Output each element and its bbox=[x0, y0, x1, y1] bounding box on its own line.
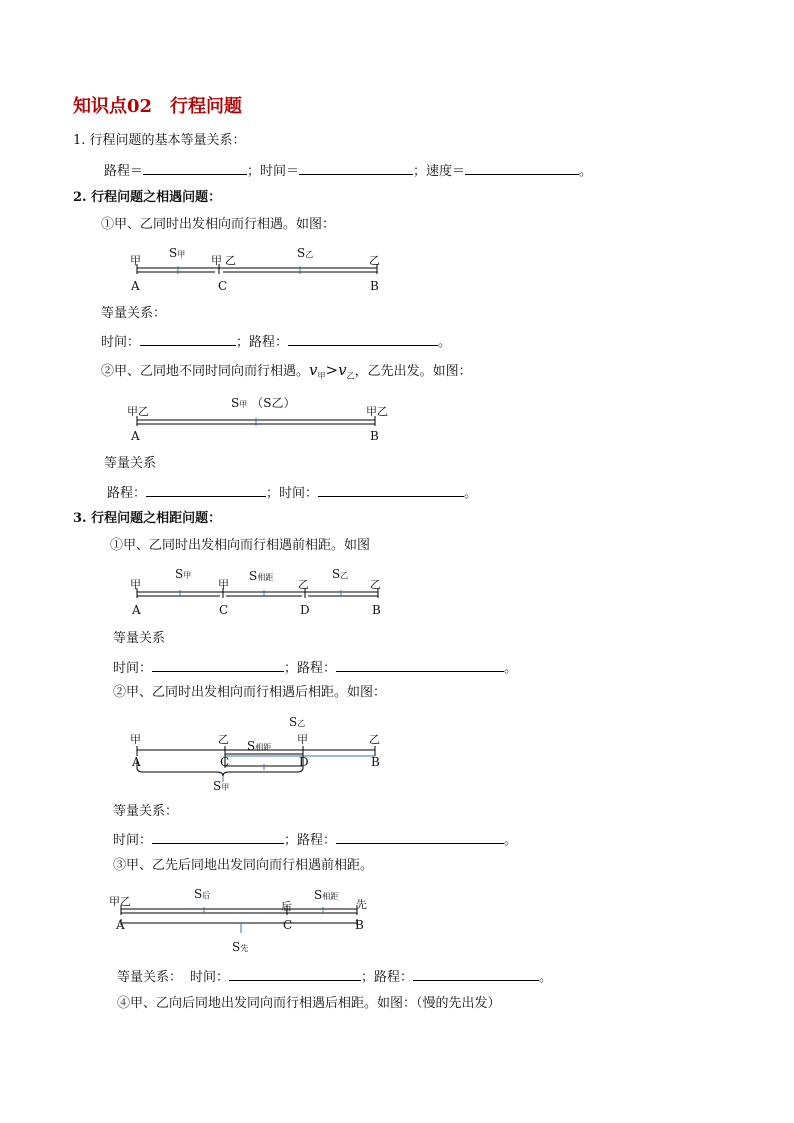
label-xian: 先 bbox=[356, 898, 367, 911]
s-letter: S bbox=[297, 246, 306, 260]
blank-route[interactable] bbox=[146, 484, 266, 497]
svg-text:S相距 bbox=[247, 739, 271, 753]
s3-line3 bbox=[117, 968, 552, 986]
s-sub-hou: 后 bbox=[202, 891, 211, 900]
v-letter: v bbox=[309, 361, 318, 379]
diagram-meeting bbox=[125, 242, 395, 294]
p2-text-end: ，乙先出发。如图： bbox=[354, 364, 472, 379]
label-yi: 乙 bbox=[369, 254, 380, 267]
blank-time[interactable] bbox=[152, 831, 284, 844]
blank-route[interactable] bbox=[336, 831, 504, 844]
s-letter: S bbox=[194, 887, 203, 901]
point-c: C bbox=[283, 918, 293, 932]
s-sub-jia: 甲 bbox=[177, 250, 186, 259]
s-letter: S bbox=[247, 739, 256, 753]
s2-line2 bbox=[107, 484, 477, 502]
s3-title: 3. 行程问题之相距问题： bbox=[73, 511, 222, 526]
label-time: ；时间＝ bbox=[247, 164, 300, 179]
end-period: 。 bbox=[504, 661, 518, 676]
svg-text:S相距 bbox=[249, 569, 273, 583]
s3-p2: ②甲、乙同时出发相向而行相遇后相距。如图： bbox=[113, 685, 387, 700]
label-jia: 甲 bbox=[297, 733, 308, 746]
label-speed: ；速度＝ bbox=[413, 164, 466, 179]
svg-text:S相距 bbox=[314, 888, 338, 902]
svg-text:S乙 bbox=[297, 246, 313, 260]
point-a: A bbox=[131, 429, 140, 443]
label-time: 时间： bbox=[113, 833, 153, 848]
label-jia: 甲 bbox=[130, 254, 141, 267]
blank-time[interactable] bbox=[318, 484, 464, 497]
point-b: B bbox=[370, 279, 379, 293]
label-yi: 乙 bbox=[225, 254, 236, 267]
s3-line2 bbox=[113, 831, 517, 849]
svg-text:S乙 bbox=[332, 567, 348, 581]
greater-than: > bbox=[325, 361, 339, 379]
svg-text:S甲 bbox=[175, 567, 191, 581]
s-letter: S bbox=[249, 569, 258, 583]
s-letter: S bbox=[231, 396, 240, 410]
end-period: 。 bbox=[504, 833, 518, 848]
label-hou: 后 bbox=[281, 900, 292, 913]
s3-p1: ①甲、乙同时出发相向而行相遇前相距。如图 bbox=[110, 538, 371, 553]
s-letter: S bbox=[314, 888, 323, 902]
label-route: ；路程： bbox=[361, 970, 414, 985]
s-sub-yi: 乙 bbox=[305, 250, 314, 259]
s2-line1 bbox=[101, 333, 451, 351]
label-route: 路程： bbox=[107, 486, 147, 501]
p2-text: ②甲、乙同地不同时同向而行相遇。 bbox=[101, 364, 310, 379]
point-c: C bbox=[219, 603, 229, 617]
diagram-same-direction-meet bbox=[125, 393, 400, 445]
point-a: A bbox=[132, 603, 141, 617]
label-route: ；路程： bbox=[284, 661, 337, 676]
s-sub-xiangju: 相距 bbox=[257, 573, 274, 582]
blank-route[interactable] bbox=[413, 968, 539, 981]
diagram-after-meet-distance bbox=[125, 712, 400, 794]
label-yi: 乙 bbox=[369, 733, 380, 746]
s1-title: 1. 行程问题的基本等量关系： bbox=[73, 133, 246, 148]
end-period: 。 bbox=[438, 335, 452, 350]
blank-route[interactable] bbox=[288, 333, 438, 346]
s2-title: 2. 行程问题之相遇问题： bbox=[73, 190, 222, 205]
point-a: A bbox=[116, 918, 125, 932]
diagram-successive-before-meet bbox=[107, 883, 387, 957]
label-time: 时间： bbox=[101, 335, 141, 350]
point-a: A bbox=[132, 755, 141, 769]
s-letter: S bbox=[289, 715, 298, 729]
label-route: 路程＝ bbox=[104, 164, 144, 179]
end-period: 。 bbox=[464, 486, 478, 501]
point-c: C bbox=[220, 755, 230, 769]
svg-text:S甲 bbox=[213, 779, 229, 793]
point-b: B bbox=[370, 429, 379, 443]
blank-route[interactable] bbox=[336, 659, 504, 672]
v-letter: v bbox=[338, 361, 347, 379]
s-sub-jia: 甲 bbox=[239, 400, 248, 409]
s-letter: S bbox=[175, 567, 184, 581]
s3-rel1: 等量关系 bbox=[113, 631, 166, 646]
svg-text:S甲（S乙） bbox=[231, 396, 295, 410]
s2-rel1: 等量关系： bbox=[101, 306, 167, 321]
svg-text:S后 bbox=[194, 887, 210, 901]
label-time: 时间： bbox=[113, 661, 153, 676]
s-letter: S bbox=[169, 246, 178, 260]
point-b: B bbox=[372, 603, 381, 617]
blank-time[interactable] bbox=[299, 162, 413, 175]
s-yi-paren: （S乙） bbox=[251, 396, 296, 410]
label-time: 时间： bbox=[190, 970, 230, 985]
s2-rel2: 等量关系 bbox=[104, 456, 157, 471]
point-b: B bbox=[355, 918, 364, 932]
label-jia: 甲 bbox=[130, 578, 141, 591]
s3-rel2: 等量关系： bbox=[113, 804, 179, 819]
blank-time[interactable] bbox=[229, 968, 361, 981]
blank-route[interactable] bbox=[143, 162, 247, 175]
label-jia: 甲 bbox=[218, 578, 229, 591]
label-jia: 甲 bbox=[211, 254, 222, 267]
label-time: ；时间： bbox=[266, 486, 319, 501]
s1-blanks-line bbox=[104, 162, 592, 180]
s3-p4: ④甲、乙向后同地出发同向而行相遇后相距。如图：（慢的先出发） bbox=[117, 996, 501, 1011]
label-jiayi: 甲乙 bbox=[127, 405, 149, 418]
blank-time[interactable] bbox=[140, 333, 236, 346]
diagram-before-meet-distance bbox=[125, 562, 400, 618]
section-heading: 知识点02 行程问题 bbox=[73, 96, 243, 117]
s2-p2 bbox=[101, 362, 472, 385]
s-sub-yi: 乙 bbox=[297, 719, 306, 728]
s2-p1: ①甲、乙同时出发相向而行相遇。如图： bbox=[101, 217, 336, 232]
s-sub-xiangju: 相距 bbox=[322, 892, 339, 901]
label-yi: 乙 bbox=[218, 733, 229, 746]
s-letter: S bbox=[332, 567, 341, 581]
s3-p3: ③甲、乙先后同地出发同向而行相遇前相距。 bbox=[113, 858, 374, 873]
s-sub-jia: 甲 bbox=[221, 783, 230, 792]
s3-line1 bbox=[113, 659, 517, 677]
v-sub-jia: 甲 bbox=[317, 371, 326, 381]
svg-text:S先 bbox=[232, 940, 248, 954]
svg-text:S乙 bbox=[289, 715, 305, 729]
point-a: A bbox=[131, 279, 140, 293]
v-sub-yi: 乙 bbox=[346, 371, 355, 381]
label-yi: 乙 bbox=[370, 578, 381, 591]
svg-text:S甲 bbox=[169, 246, 185, 260]
s-sub-xiangju: 相距 bbox=[255, 743, 272, 752]
s-letter: S bbox=[232, 940, 241, 954]
end-period: 。 bbox=[539, 970, 553, 985]
s-letter: S bbox=[213, 779, 222, 793]
point-d: D bbox=[299, 755, 309, 769]
label-route: ；路程： bbox=[236, 335, 289, 350]
point-b: B bbox=[371, 755, 380, 769]
label-jia: 甲 bbox=[130, 733, 141, 746]
label-jiayi: 甲乙 bbox=[109, 895, 131, 908]
label-route: ；路程： bbox=[284, 833, 337, 848]
blank-speed[interactable] bbox=[465, 162, 579, 175]
s-sub-yi: 乙 bbox=[340, 571, 349, 580]
s-sub-jia: 甲 bbox=[183, 571, 192, 580]
blank-time[interactable] bbox=[152, 659, 284, 672]
s-sub-xian: 先 bbox=[240, 944, 249, 953]
label-yi: 乙 bbox=[298, 578, 309, 591]
point-c: C bbox=[218, 279, 228, 293]
point-d: D bbox=[300, 603, 310, 617]
label-jiayi: 甲乙 bbox=[366, 405, 388, 418]
end-period: 。 bbox=[579, 164, 593, 179]
rel3-label: 等量关系： bbox=[117, 970, 183, 985]
